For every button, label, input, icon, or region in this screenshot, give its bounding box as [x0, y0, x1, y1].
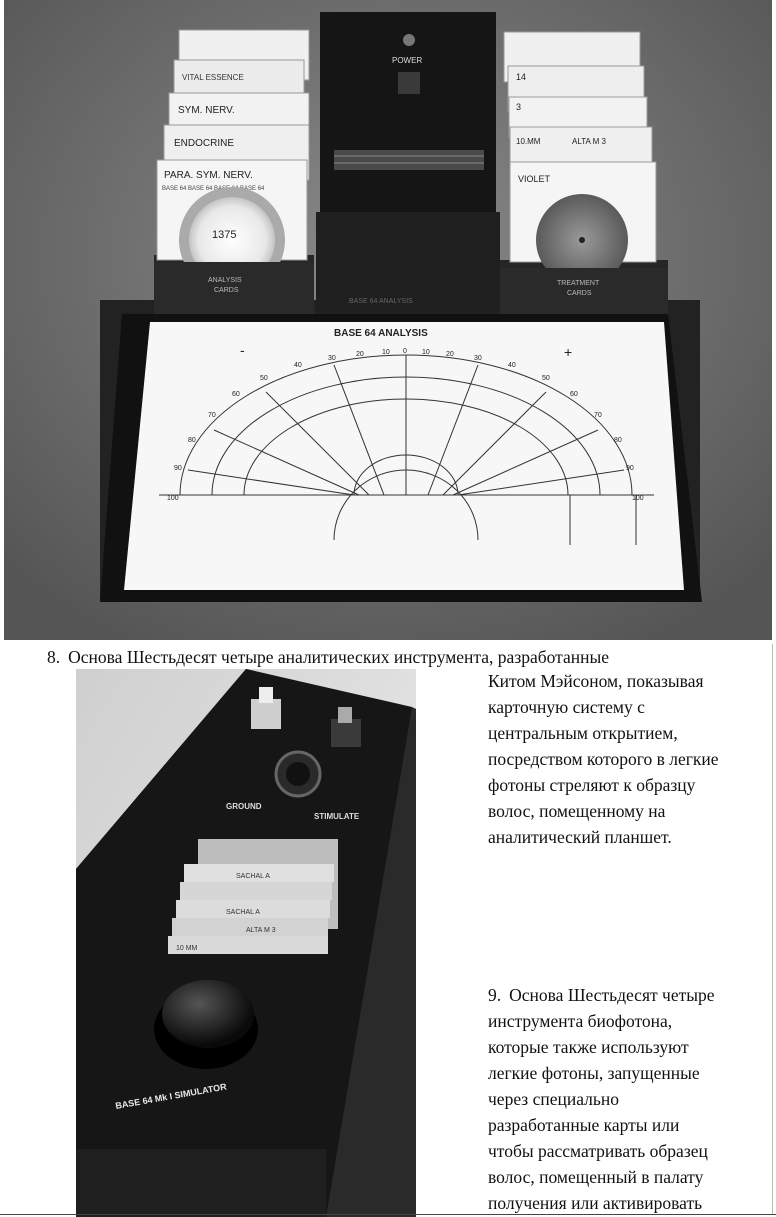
scale-10-left: 10 — [382, 349, 390, 356]
scale-40-left: 40 — [294, 362, 302, 369]
ground-label: GROUND — [226, 802, 262, 811]
caption-8-line-6: волос, помещенному на — [488, 801, 666, 821]
base-label: BASE 64 ANALYSIS — [349, 298, 413, 305]
ground-switch-icon — [251, 699, 281, 729]
card-code: BASE 64 BASE 64 BASE 64 BASE 64 — [162, 186, 265, 192]
analysis-cards-label-2: CARDS — [214, 287, 239, 294]
board-title: BASE 64 ANALYSIS — [334, 328, 428, 339]
scale-0: 0 — [403, 348, 407, 355]
treatment-cards-label-2: CARDS — [567, 290, 592, 297]
card-label-sym: SYM. NERV. — [178, 105, 235, 116]
caption-8-line-5: фотоны стреляют к образцу — [488, 775, 696, 795]
treatment-card-holder — [500, 32, 668, 318]
stimulate-label: STIMULATE — [314, 812, 360, 821]
card-right-alta: ALTA M 3 — [572, 137, 606, 146]
analysis-board — [100, 314, 702, 602]
caption-9-line-2: которые также используют — [488, 1037, 689, 1057]
caption-9-first-line — [488, 982, 770, 1008]
caption-8-line-1: Китом Мэйсоном, показывая — [488, 671, 704, 691]
scale-50-left: 50 — [260, 375, 268, 382]
caption-9-line-4: через специально — [488, 1089, 619, 1109]
caption-8-first-line — [47, 644, 609, 670]
simulator-device-photo — [76, 669, 416, 1217]
scale-60-left: 60 — [232, 391, 240, 398]
power-box — [316, 12, 500, 312]
card-right-10mm: 10.MM — [516, 137, 541, 146]
scale-100-right: 100 — [632, 495, 644, 502]
dial-number: 1375 — [212, 229, 237, 241]
caption-8-line-4: посредством которого в легкие — [488, 749, 719, 769]
caption-9-line-3: легкие фотоны, запущенные — [488, 1063, 700, 1083]
caption-9-line-5: разработанные карты или — [488, 1115, 680, 1135]
caption-9-text — [488, 982, 770, 1216]
caption-8-first-text: Основа Шестьдесят четыре аналитических инструмента, разработанные — [68, 647, 610, 667]
scale-20-left: 20 — [356, 351, 364, 358]
card-label-endocrine: ENDOCRINE — [174, 138, 235, 149]
caption-9-number: 9. — [488, 985, 502, 1005]
caption-8-line-2: карточную систему с — [488, 697, 645, 717]
power-button — [398, 72, 420, 94]
scale-80-right: 80 — [614, 437, 622, 444]
analysis-card-holder — [154, 30, 314, 317]
caption-8-text — [488, 668, 770, 850]
caption-8-line-7: аналитический планшет. — [488, 827, 672, 847]
card-label-10mm: 10 MM — [176, 945, 198, 952]
scale-90-left: 90 — [174, 465, 182, 472]
scale-40-right: 40 — [508, 362, 516, 369]
caption-9-line-8: получения или активировать — [488, 1193, 703, 1213]
device-label: BASE 64 Mk I SIMULATOR — [114, 1081, 228, 1111]
scale-20-right: 20 — [446, 351, 454, 358]
scale-70-right: 70 — [594, 412, 602, 419]
card-right-14: 14 — [516, 72, 527, 82]
scale-50-right: 50 — [542, 375, 550, 382]
scale-70-left: 70 — [208, 412, 216, 419]
page-edge-right — [772, 644, 773, 1214]
treatment-cards-label-1: TREATMENT — [557, 280, 600, 287]
card-label-sachal-2: SACHAL A — [226, 909, 260, 916]
card-right-violet: VIOLET — [518, 174, 551, 184]
card-label-alta: ALTA M 3 — [246, 927, 276, 934]
card-label-parasym: PARA. SYM. NERV. — [164, 170, 253, 181]
caption-9-line-7: волос, помещенный в палату — [488, 1167, 704, 1187]
caption-9-first-text: Основа Шестьдесят четыре — [509, 985, 715, 1005]
card-label-sachal-1: SACHAL A — [236, 873, 270, 880]
caption-8-line-3: центральным открытием, — [488, 723, 678, 743]
power-label: POWER — [392, 56, 423, 65]
power-knob-icon — [403, 34, 415, 46]
plus-sign: + — [564, 344, 573, 360]
minus-sign: - — [240, 342, 245, 358]
push-button-icon — [162, 980, 254, 1048]
analysis-cards-label-1: ANALYSIS — [208, 277, 242, 284]
caption-9-line-1: инструмента биофотона, — [488, 1011, 673, 1031]
page-edge-bottom — [0, 1214, 776, 1215]
scale-30-right: 30 — [474, 355, 482, 362]
scale-30-left: 30 — [328, 355, 336, 362]
scale-90-right: 90 — [626, 465, 634, 472]
card-label-vital: VITAL ESSENCE — [182, 73, 244, 82]
caption-9-line-6: чтобы рассматривать образец — [488, 1141, 708, 1161]
scale-10-right: 10 — [422, 349, 430, 356]
analysis-instrument-photo — [4, 0, 772, 640]
scale-60-right: 60 — [570, 391, 578, 398]
stimulate-switch-icon — [331, 719, 361, 747]
card-right-3: 3 — [516, 102, 522, 112]
scale-100-left: 100 — [167, 495, 179, 502]
caption-8-number: 8. — [47, 647, 61, 667]
scale-80-left: 80 — [188, 437, 196, 444]
